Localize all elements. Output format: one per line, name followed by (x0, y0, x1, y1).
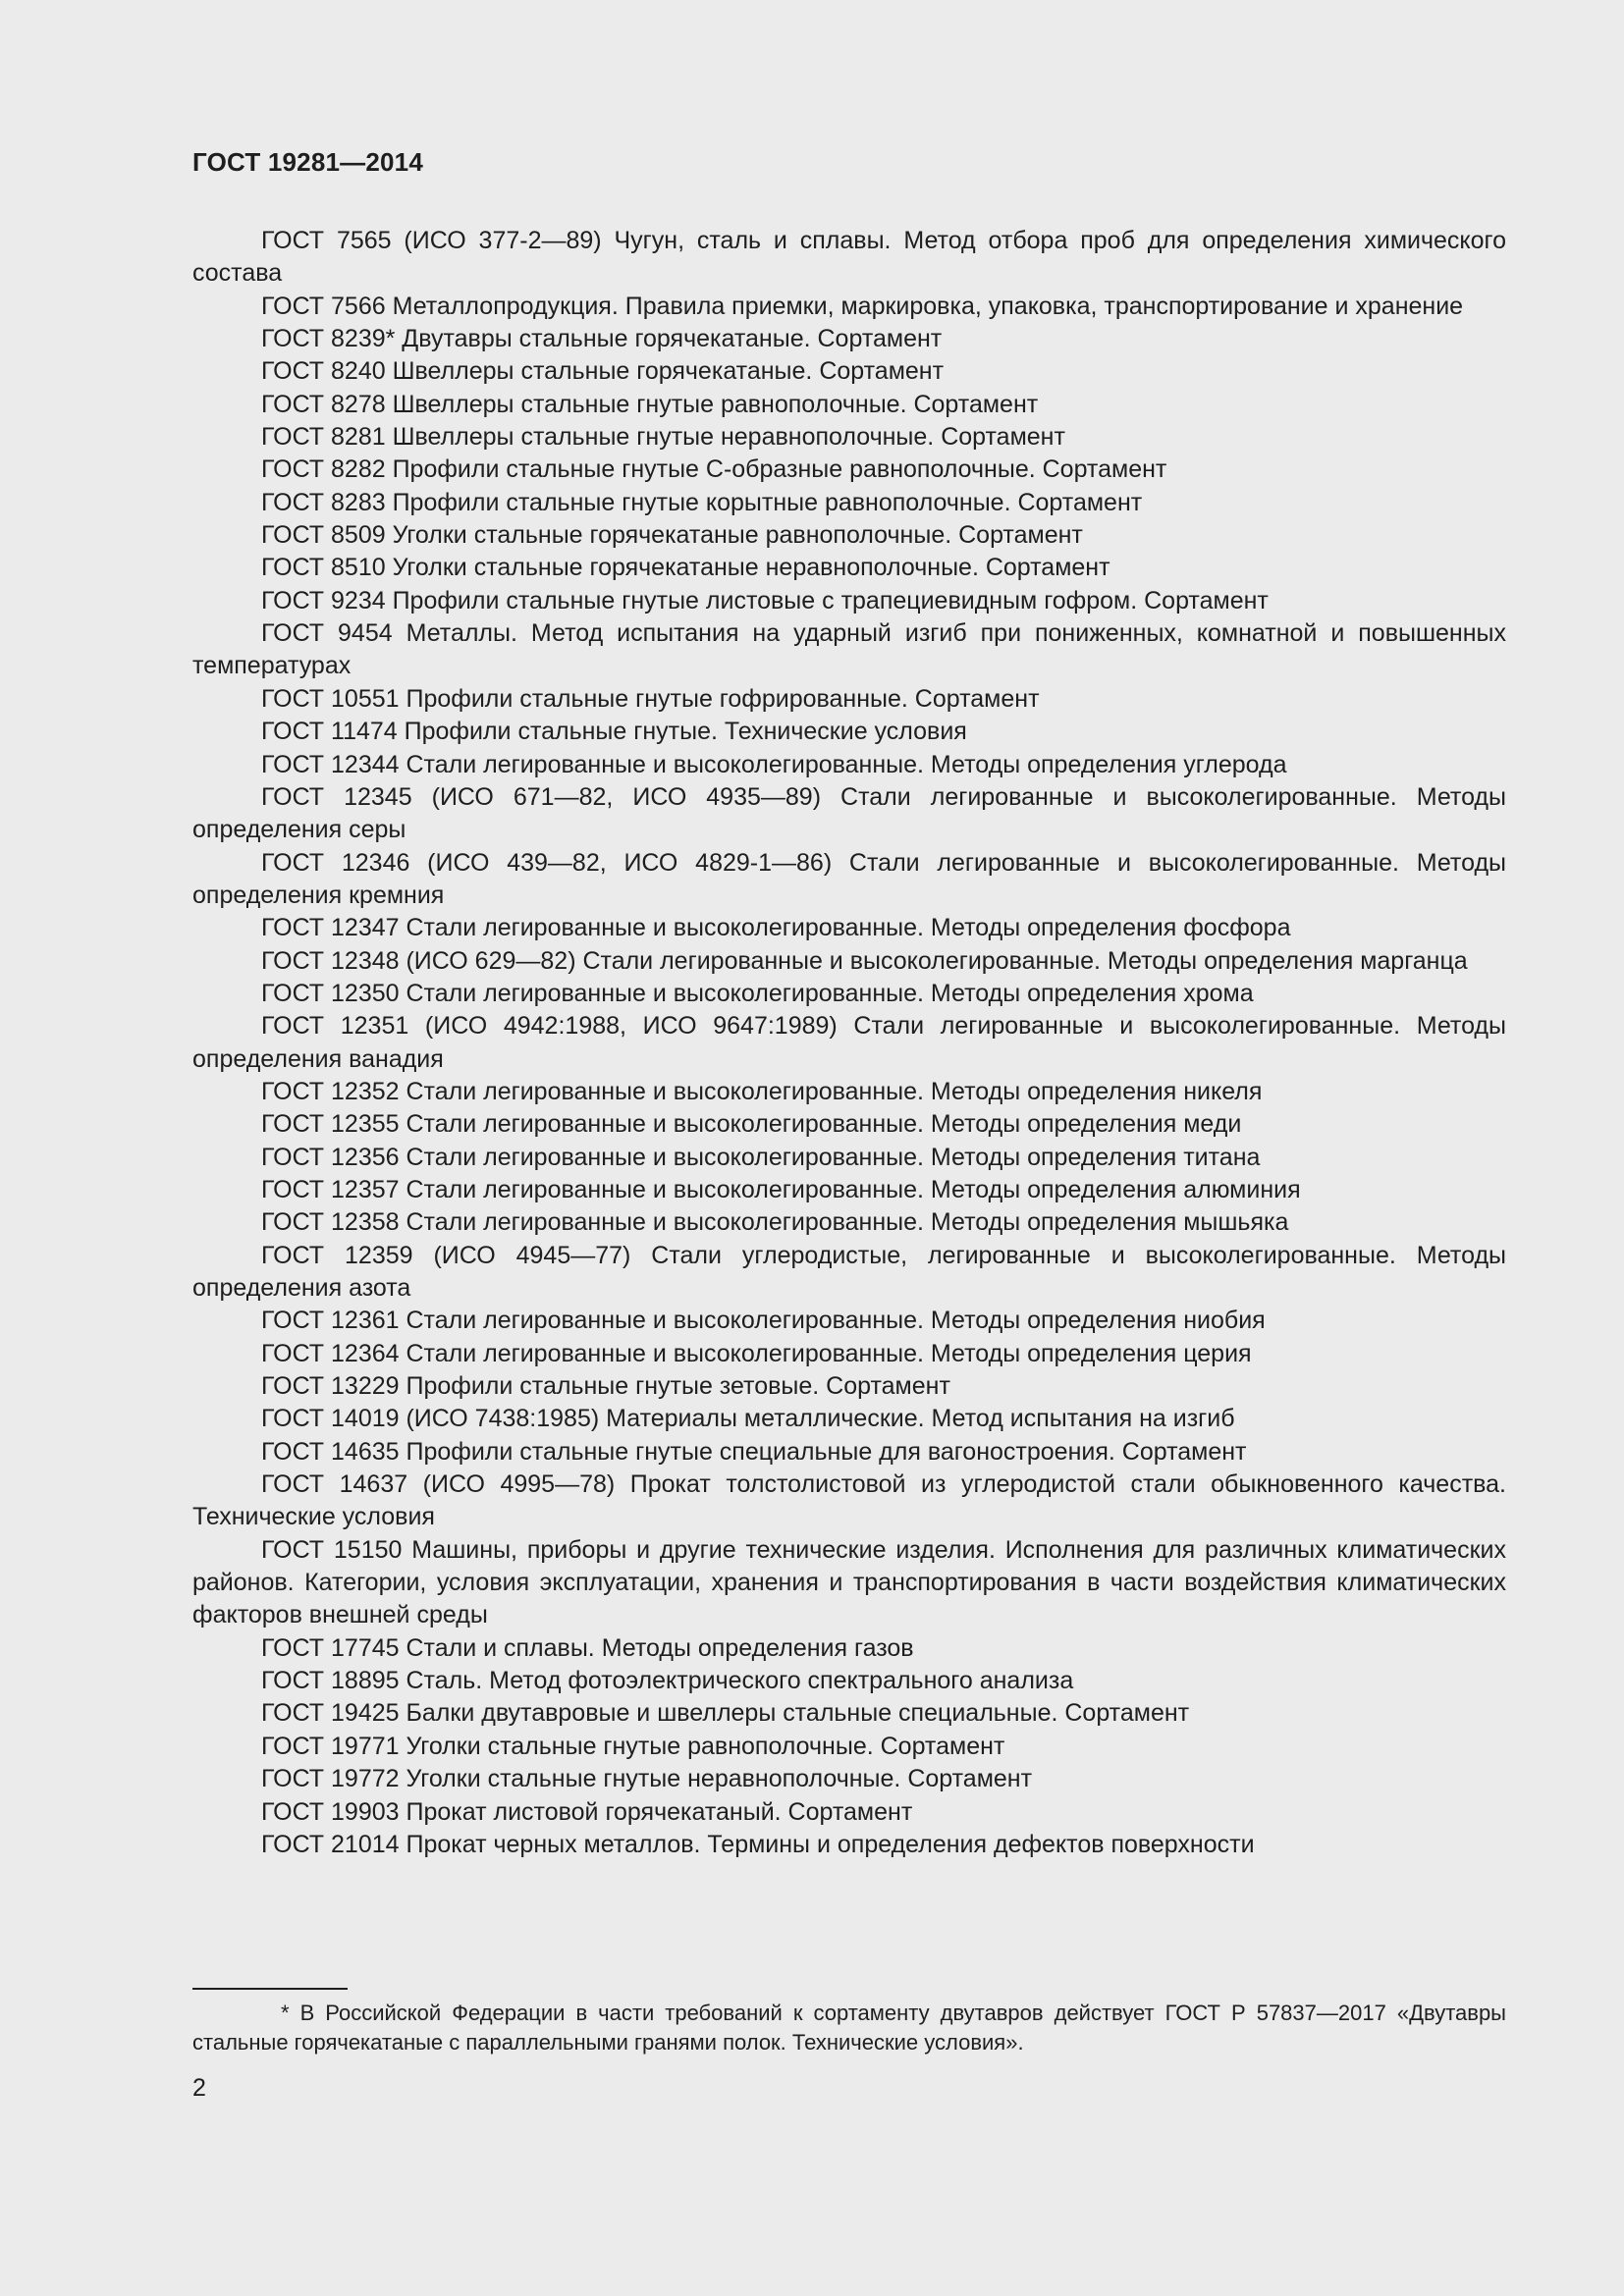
reference-entry: ГОСТ 8239* Двутавры стальные горячекатаные. Сортамент (261, 325, 943, 353)
reference-entry: ГОСТ 7565 (ИСО 377-2—89) Чугун, сталь и сплавы. Метод отбора проб для определения химического состава (192, 227, 1506, 288)
reference-entry: ГОСТ 12364 Стали легированные и высоколегированные. Методы определения церия (261, 1339, 1252, 1367)
reference-entry: ГОСТ 21014 Прокат черных металлов. Термины и определения дефектов поверхности (261, 1830, 1255, 1858)
reference-entry: ГОСТ 11474 Профили стальные гнутые. Технические условия (261, 718, 967, 746)
normative-references-list (192, 225, 1506, 1861)
reference-entry: ГОСТ 8509 Уголки стальные горячекатаные равнополочные. Сортамент (261, 521, 1083, 550)
reference-entry: ГОСТ 12357 Стали легированные и высоколегированные. Методы определения алюминия (261, 1175, 1301, 1203)
reference-entry: ГОСТ 12356 Стали легированные и высоколегированные. Методы определения титана (261, 1143, 1261, 1171)
reference-entry: ГОСТ 18895 Сталь. Метод фотоэлектрического спектрального анализа (261, 1667, 1074, 1695)
reference-entry: ГОСТ 10551 Профили стальные гнутые гофрированные. Сортамент (261, 684, 1040, 713)
reference-entry: ГОСТ 8278 Швеллеры стальные гнутые равнополочные. Сортамент (261, 390, 1039, 418)
reference-entry: ГОСТ 8282 Профили стальные гнутые С-образные равнополочные. Сортамент (261, 455, 1167, 484)
footnote-divider (192, 1988, 348, 1990)
reference-entry: ГОСТ 17745 Стали и сплавы. Методы определения газов (261, 1633, 914, 1662)
reference-entry: ГОСТ 12347 Стали легированные и высоколегированные. Методы определения фосфора (261, 914, 1291, 942)
reference-entry: ГОСТ 12348 (ИСО 629—82) Стали легированные и высоколегированные. Методы определения марганца (261, 946, 1468, 975)
reference-entry: ГОСТ 12351 (ИСО 4942:1988, ИСО 9647:1989) Стали легированные и высоколегированные. Методы определения ванадия (192, 1012, 1506, 1073)
reference-entry: ГОСТ 15150 Машины, приборы и другие технические изделия. Исполнения для различных климатических районов. Категории, условия эксплуатации, хранения и транспортирования в части воздействия климатических факторов внешней среды (192, 1535, 1506, 1629)
page-number: 2 (192, 2074, 206, 2102)
reference-entry: ГОСТ 12345 (ИСО 671—82, ИСО 4935—89) Стали легированные и высоколегированные. Методы определения серы (192, 782, 1506, 844)
reference-entry: ГОСТ 8510 Уголки стальные горячекатаные неравнополочные. Сортамент (261, 554, 1110, 582)
reference-entry: ГОСТ 12346 (ИСО 439—82, ИСО 4829-1—86) Стали легированные и высоколегированные. Методы определения кремния (192, 848, 1506, 909)
reference-entry: ГОСТ 9234 Профили стальные гнутые листовые с трапециевидным гофром. Сортамент (261, 586, 1269, 614)
reference-entry: ГОСТ 12350 Стали легированные и высоколегированные. Методы определения хрома (261, 979, 1254, 1007)
reference-entry: ГОСТ 7566 Металлопродукция. Правила приемки, маркировка, упаковка, транспортирование и хранение (261, 292, 1464, 320)
reference-entry: ГОСТ 14019 (ИСО 7438:1985) Материалы металлические. Метод испытания на изгиб (261, 1405, 1235, 1433)
reference-entry: ГОСТ 19771 Уголки стальные гнутые равнополочные. Сортамент (261, 1732, 1005, 1760)
reference-entry: ГОСТ 12344 Стали легированные и высоколегированные. Методы определения углерода (261, 750, 1287, 778)
reference-entry: ГОСТ 14637 (ИСО 4995—78) Прокат толстолистовой из углеродистой стали обыкновенного качества. Технические условия (192, 1470, 1506, 1531)
reference-entry: ГОСТ 14635 Профили стальные гнутые специальные для вагоностроения. Сортамент (261, 1437, 1247, 1466)
reference-entry: ГОСТ 12361 Стали легированные и высоколегированные. Методы определения ниобия (261, 1307, 1266, 1335)
reference-entry: ГОСТ 12359 (ИСО 4945—77) Стали углеродистые, легированные и высоколегированные. Методы определения азота (192, 1241, 1506, 1302)
document-header: ГОСТ 19281—2014 (192, 147, 423, 177)
reference-entry: ГОСТ 19772 Уголки стальные гнутые неравнополочные. Сортамент (261, 1765, 1033, 1793)
reference-entry: ГОСТ 19425 Балки двутавровые и швеллеры стальные специальные. Сортамент (261, 1699, 1190, 1728)
reference-entry: ГОСТ 12355 Стали легированные и высоколегированные. Методы определения меди (261, 1110, 1242, 1139)
reference-entry: ГОСТ 8240 Швеллеры стальные горячекатаные. Сортамент (261, 357, 945, 386)
reference-entry: ГОСТ 12352 Стали легированные и высоколегированные. Методы определения никеля (261, 1077, 1263, 1105)
reference-entry: ГОСТ 8281 Швеллеры стальные гнутые неравнополочные. Сортамент (261, 423, 1065, 452)
reference-entry: ГОСТ 9454 Металлы. Метод испытания на ударный изгиб при пониженных, комнатной и повышенных температурах (192, 619, 1506, 680)
footnote: * В Российской Федерации в части требований к сортаменту двутавров действует ГОСТ Р 57837—2017 «Двутавры стальные горячекатаные с параллельными гранями полок. Технические условия». (192, 2001, 1506, 2055)
reference-entry: ГОСТ 19903 Прокат листовой горячекатаный. Сортамент (261, 1797, 913, 1826)
reference-entry: ГОСТ 13229 Профили стальные гнутые зетовые. Сортамент (261, 1372, 950, 1401)
reference-entry: ГОСТ 12358 Стали легированные и высоколегированные. Методы определения мышьяка (261, 1208, 1289, 1237)
reference-entry: ГОСТ 8283 Профили стальные гнутые корытные равнополочные. Сортамент (261, 488, 1143, 516)
